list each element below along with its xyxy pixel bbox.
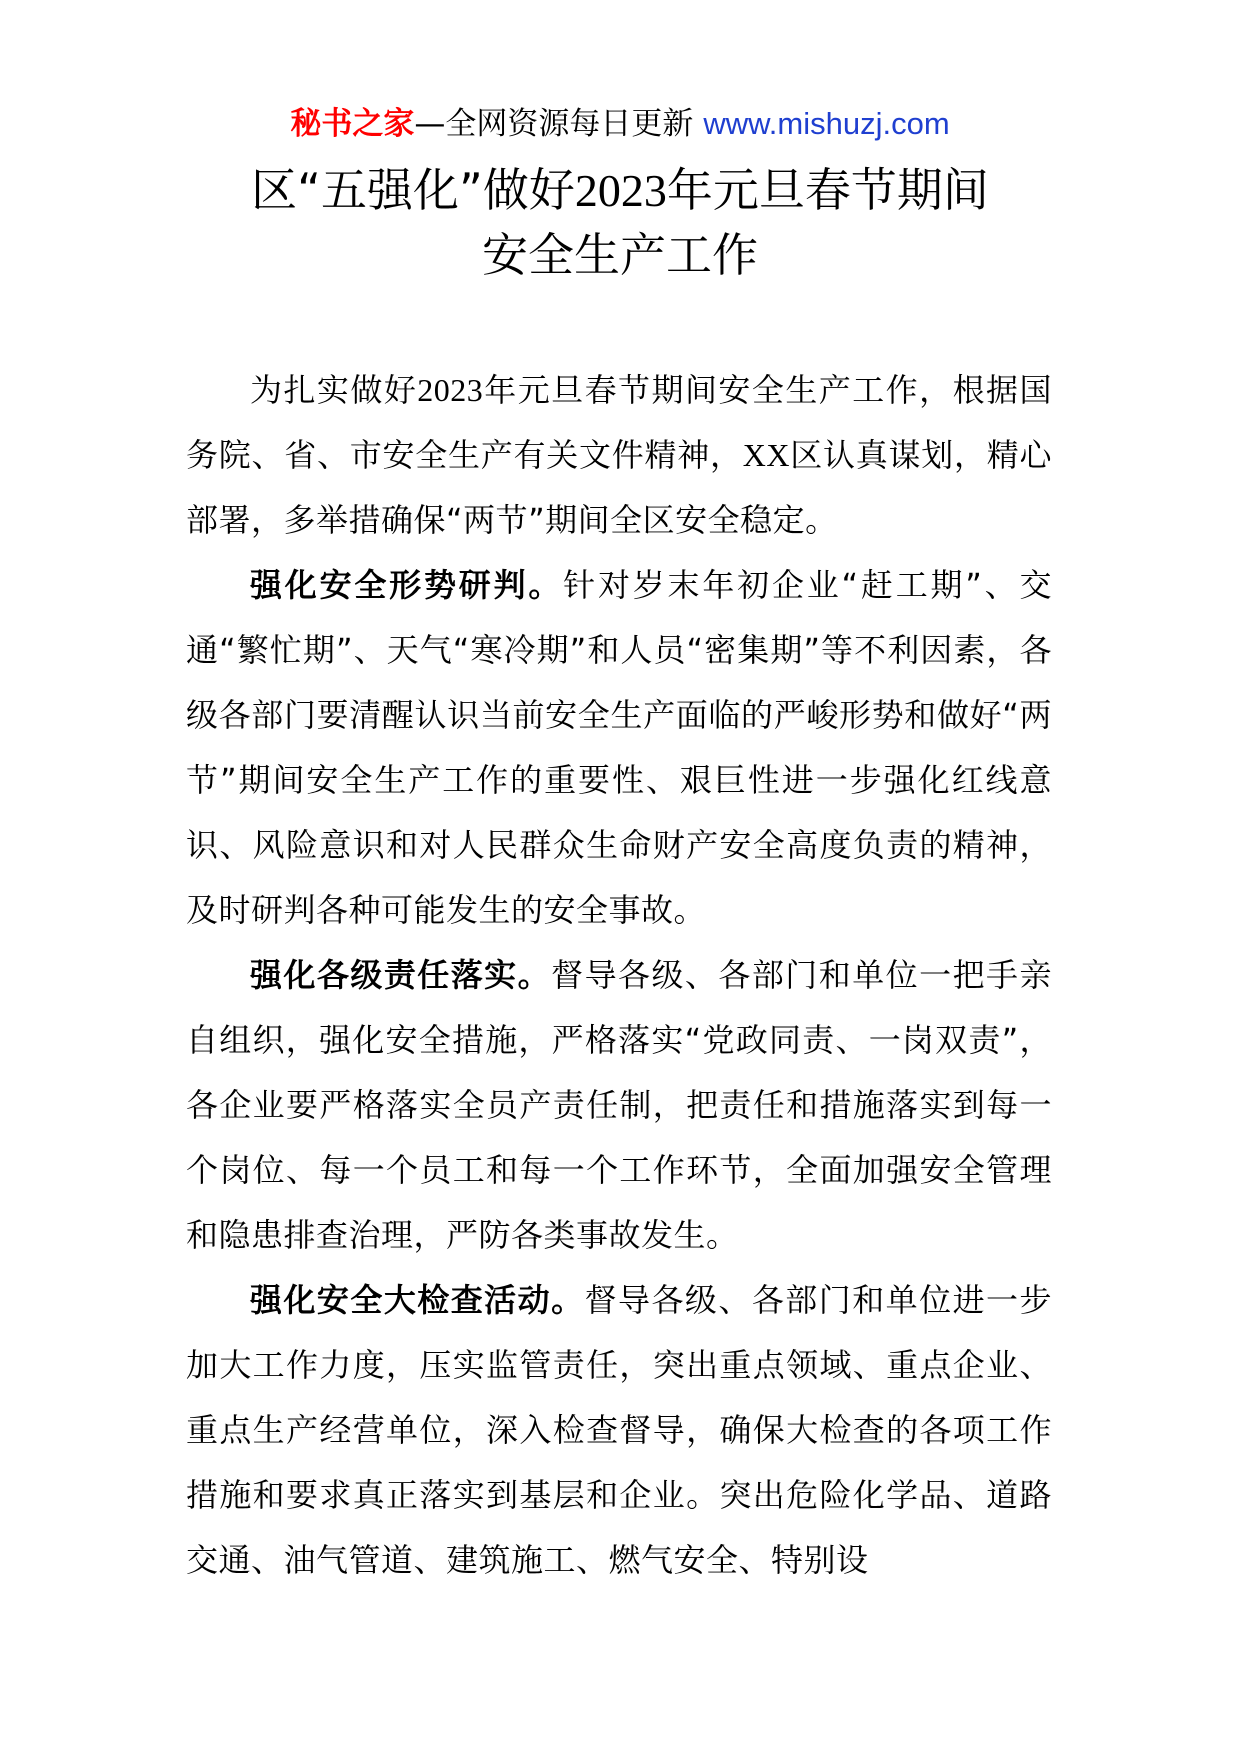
- site-url-link[interactable]: www.mishuzj.com: [703, 106, 950, 141]
- title-line-1-pre: 区“五强化”做好: [251, 163, 575, 217]
- p2-lead-heading: 强化安全形势研判。: [250, 566, 564, 604]
- p1-post: 区认真谋划，精心部署，多举措确保“两节”期间全区安全稳定。: [186, 436, 1052, 539]
- title-line-1: [0, 158, 1240, 223]
- paragraph-intro: [186, 358, 1052, 553]
- p4-body: 督导各级、各部门和单位进一步加大工作力度，压实监管责任，突出重点领域、重点企业、重点生产经营单位，深入检查督导，确保大检查的各项工作措施和要求真正落实到基层和企业。突出危险化学品、道路交通、油气管道、建筑施工、燃气安全、特别设: [186, 1281, 1052, 1579]
- p3-lead-heading: 强化各级责任落实。: [250, 956, 552, 994]
- document-title: [0, 158, 1240, 287]
- title-line-2: 安全生产工作: [482, 228, 758, 282]
- paragraph-responsibility: [186, 943, 1052, 1268]
- p1-xx: XX: [742, 437, 790, 473]
- paragraph-inspection: [186, 1268, 1052, 1593]
- paragraph-situation-assessment: [186, 553, 1052, 943]
- title-line-1-post: 年元旦春节期间: [666, 163, 989, 217]
- document-body: [186, 358, 1052, 1593]
- p2-body: 针对岁末年初企业“赶工期”、交通“繁忙期”、天气“寒冷期”和人员“密集期”等不利因素，各级各部门要清醒认识当前安全生产面临的严峻形势和做好“两节”期间安全生产工作的重要性、艰巨性进一步强化红线意识、风险意识和对人民群众生命财产安全高度负责的精神，及时研判各种可能发生的安全事故。: [186, 566, 1052, 929]
- p3-body: 督导各级、各部门和单位一把手亲自组织，强化安全措施，严格落实“党政同责、一岗双责”，各企业要严格落实全员产责任制，把责任和措施落实到每一个岗位、每一个员工和每一个工作环节，全面加强安全管理和隐患排查治理，严防各类事故发生。: [186, 956, 1052, 1254]
- p1-year: 2023: [417, 372, 484, 408]
- site-brand: 秘书之家: [290, 106, 415, 142]
- p1-mid: 年元旦春节期间安全生产工作，根据国务院、省、市安全生产有关文件精神，: [186, 371, 1052, 474]
- p4-lead-heading: 强化安全大检查活动。: [250, 1281, 585, 1319]
- p1-pre: 为扎实做好: [250, 371, 418, 409]
- title-year: 2023: [574, 165, 667, 216]
- site-tagline: —全网资源每日更新: [414, 106, 694, 142]
- site-header: [0, 104, 1240, 144]
